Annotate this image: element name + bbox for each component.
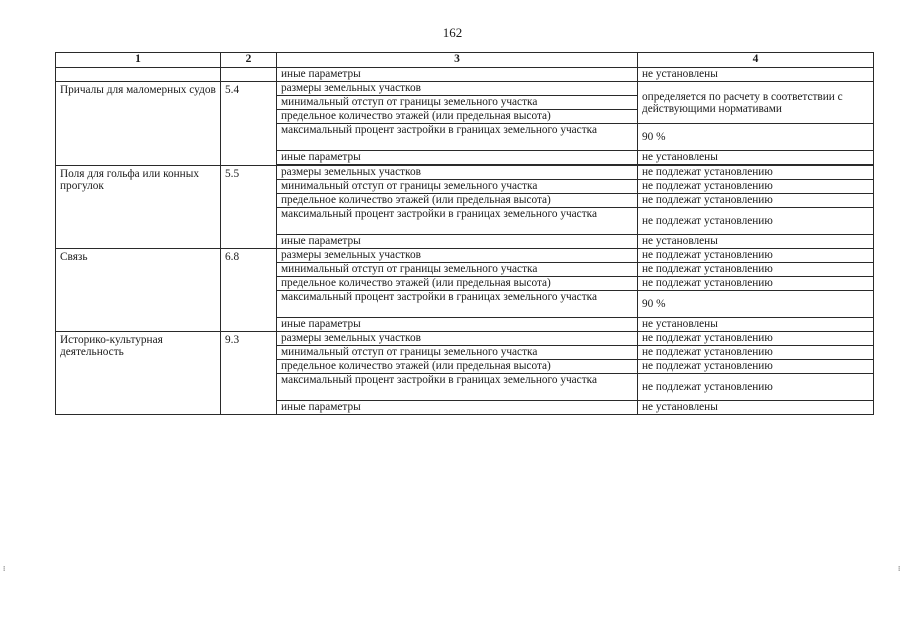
parameters-table bbox=[55, 52, 874, 415]
value-cell: не установлены bbox=[638, 68, 874, 82]
value-cell: не установлены bbox=[638, 235, 874, 249]
param-cell: минимальный отступ от границы земельного участка bbox=[277, 263, 638, 277]
param-cell: иные параметры bbox=[277, 68, 638, 82]
land-use-name: Историко-культурная деятельность bbox=[56, 332, 221, 415]
land-use-name: Поля для гольфа или конных прогулок bbox=[56, 166, 221, 249]
value-cell: не установлены bbox=[638, 151, 874, 165]
code-cell bbox=[221, 68, 277, 82]
param-cell: размеры земельных участков bbox=[277, 166, 638, 180]
param-cell: иные параметры bbox=[277, 151, 638, 165]
land-use-code: 5.5 bbox=[221, 166, 277, 249]
value-cell: не подлежат установлению bbox=[638, 180, 874, 194]
value-cell: не установлены bbox=[638, 318, 874, 332]
land-use-code: 9.3 bbox=[221, 332, 277, 415]
param-cell: минимальный отступ от границы земельного участка bbox=[277, 346, 638, 360]
table-row bbox=[56, 68, 874, 82]
param-cell: размеры земельных участков bbox=[277, 332, 638, 346]
value-cell: не установлены bbox=[638, 401, 874, 415]
value-cell: не подлежат установлению bbox=[638, 249, 874, 263]
table-row bbox=[56, 249, 874, 263]
value-cell: не подлежат установлению bbox=[638, 346, 874, 360]
land-use-name: Связь bbox=[56, 249, 221, 332]
value-cell: не подлежат установлению bbox=[638, 194, 874, 208]
scan-margin-mark-right: ⁞ bbox=[898, 565, 901, 573]
param-cell: предельное количество этажей (или предельная высота) bbox=[277, 360, 638, 374]
param-cell: размеры земельных участков bbox=[277, 82, 638, 96]
param-cell: минимальный отступ от границы земельного участка bbox=[277, 180, 638, 194]
value-cell: не подлежат установлению bbox=[638, 208, 874, 235]
param-cell: иные параметры bbox=[277, 235, 638, 249]
land-use-code: 6.8 bbox=[221, 249, 277, 332]
param-cell: максимальный процент застройки в границах земельного участка bbox=[277, 291, 638, 318]
table-row bbox=[56, 166, 874, 180]
param-cell: максимальный процент застройки в границах земельного участка bbox=[277, 208, 638, 235]
land-use-code: 5.4 bbox=[221, 82, 277, 166]
value-cell: не подлежат установлению bbox=[638, 360, 874, 374]
param-cell: предельное количество этажей (или предельная высота) bbox=[277, 110, 638, 124]
scan-margin-mark-left: ⁞ bbox=[3, 565, 6, 573]
page-number: 162 bbox=[442, 25, 463, 40]
param-cell: максимальный процент застройки в границах земельного участка bbox=[277, 124, 638, 151]
param-cell: минимальный отступ от границы земельного участка bbox=[277, 96, 638, 110]
param-cell: предельное количество этажей (или предельная высота) bbox=[277, 194, 638, 208]
value-cell: 90 % bbox=[638, 124, 874, 151]
param-cell: размеры земельных участков bbox=[277, 249, 638, 263]
value-cell: определяется по расчету в соответствии с действующими нормативами bbox=[638, 82, 874, 124]
land-use-name: Причалы для маломерных судов bbox=[56, 82, 221, 166]
value-cell: не подлежат установлению bbox=[638, 166, 874, 180]
value-cell: не подлежат установлению bbox=[638, 277, 874, 291]
value-cell: не подлежат установлению bbox=[638, 332, 874, 346]
value-cell: не подлежат установлению bbox=[638, 263, 874, 277]
table-row bbox=[56, 82, 874, 96]
column-header: 2 bbox=[221, 53, 277, 68]
param-cell: иные параметры bbox=[277, 401, 638, 415]
value-cell: 90 % bbox=[638, 291, 874, 318]
table-row bbox=[56, 332, 874, 346]
column-header: 1 bbox=[56, 53, 221, 68]
name-cell bbox=[56, 68, 221, 82]
param-cell: предельное количество этажей (или предельная высота) bbox=[277, 277, 638, 291]
param-cell: иные параметры bbox=[277, 318, 638, 332]
column-header: 4 bbox=[638, 53, 874, 68]
value-cell: не подлежат установлению bbox=[638, 374, 874, 401]
column-header: 3 bbox=[277, 53, 638, 68]
param-cell: максимальный процент застройки в границах земельного участка bbox=[277, 374, 638, 401]
table-header-row bbox=[56, 53, 874, 68]
